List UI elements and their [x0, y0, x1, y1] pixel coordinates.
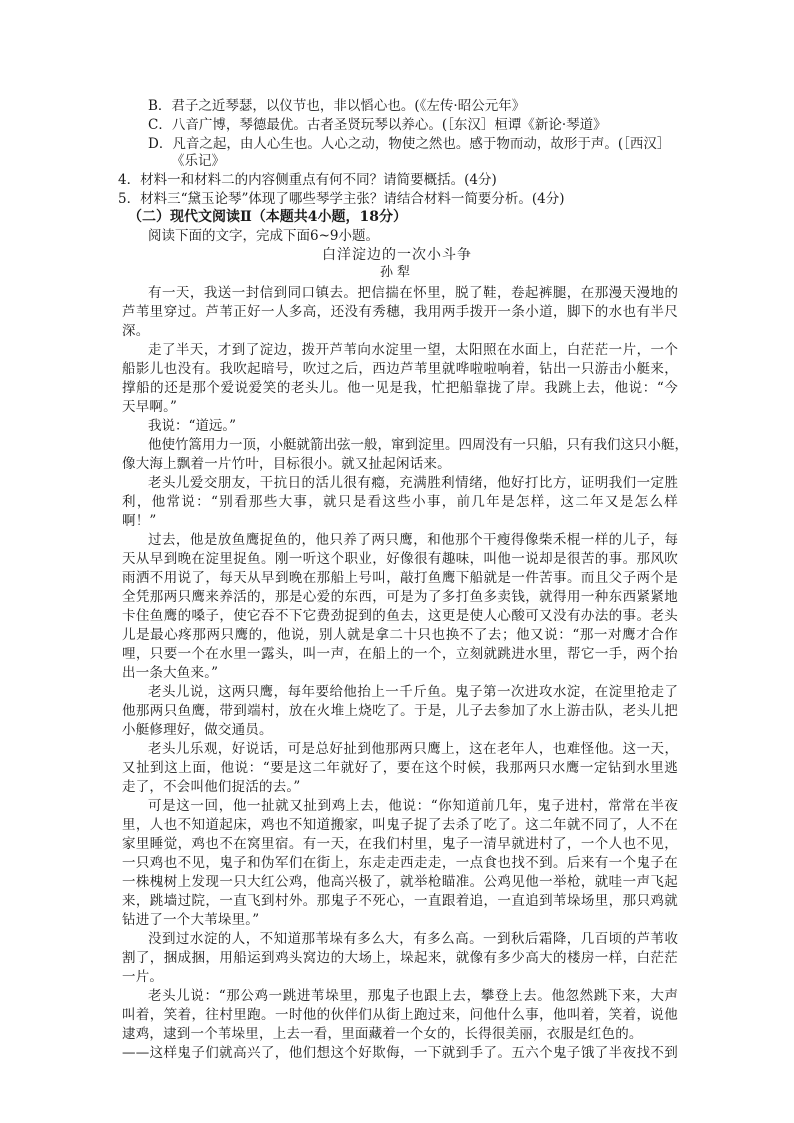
- article-line: 过去，他是放鱼鹰捉鱼的，他只养了两只鹰，和他那个干瘦得像柴禾棍一样的儿子，每: [148, 532, 678, 548]
- article-line: 芦苇里穿过。芦苇正好一人多高，还没有秀穗，我用两手拨开一条小道，脚下的水也有半尺: [122, 304, 678, 320]
- article-line: 来，跳墙过院，一直飞到村外。那鬼子不死心，一直跟着追，一直追到苇垛场里，那只鸡就: [122, 893, 678, 909]
- article-line: 卡住鱼鹰的嗓子，使它吞不下它费劲捉到的鱼去，这更是使人心酸可又没有办法的事。老头: [122, 608, 678, 624]
- article-line: 撑船的还是那个爱说爱笑的老头儿。他一见是我，忙把船靠拢了岸。我跳上去，他说：“今: [122, 380, 678, 396]
- article-line: 啊！”: [122, 513, 157, 529]
- article-line: 没到过水淀的人，不知道那苇垛有多么大，有多么高。一到秋后霜降，几百顷的芦苇收: [148, 931, 678, 947]
- question-4: 4．材料一和材料二的内容侧重点有何不同？请简要概括。(4分): [118, 172, 497, 188]
- article-line: 又扯到这上面，他说：“要是这二年就好了，要在这个时候，我那两只水鹰一定钻到水里逃: [122, 760, 678, 776]
- article-line: 逮鸡，逮到一个苇垛里，上去一看，里面藏着一个女的，长得很美丽，衣服是红色的。: [122, 1026, 643, 1042]
- article-line: 一株槐树上发现一只大红公鸡，他高兴极了，就举枪瞄准。公鸡见他一举枪，就哇一声飞起: [122, 874, 678, 890]
- article-line: 老头儿乐观，好说话，可是总好扯到他那两只鹰上，这在老年人，也难怪他。这一天，: [148, 741, 678, 757]
- option-d-line-1: D．凡音之起，由人心生也。人心之动，物使之然也。感于物而动，故形于声。(［西汉］: [148, 136, 671, 152]
- article-line: 里，人也不知道起床，鸡也不知道搬家，叫鬼子捉了去杀了吃了。这二年就不同了，人不在: [122, 817, 678, 833]
- article-line: 老头儿说，这两只鹰，每年要给他抬上一千斤鱼。鬼子第一次进攻水淀，在淀里抢走了: [148, 684, 678, 700]
- article-line: 他那两只鱼鹰，带到端村，放在火堆上烧吃了。于是，儿子去参加了水上游击队，老头儿把: [122, 703, 678, 719]
- article-line: 出一条大鱼来。”: [122, 665, 219, 681]
- article-line: 割了，捆成捆，用船运到鸡头窝边的大场上，垛起来，就像有多少高大的楼房一样，白茫茫: [122, 950, 678, 966]
- article-line: ——这样鬼子们就高兴了，他们想这个好欺侮，一下就到手了。五六个鬼子饿了半夜找不到: [122, 1045, 678, 1061]
- article-line: 叫着，笑着，往村里跑。一时他的伙伴们从街上跑过来，问他什么事，他叫着，笑着，说他: [122, 1007, 678, 1023]
- article-line: 小艇修理好，做交通员。: [122, 722, 273, 738]
- article-line: 钻进了一个大苇垛里。”: [122, 912, 260, 928]
- article-line: 利，他常说：“别看那些大事，就只是看这些小事，前几年是怎样，这二年又是怎么样: [122, 494, 678, 510]
- article-line: 哩，只要一个在水里一露头，叫一声，在船上的一个，立刻就跳进水里，帮它一手，两个抬: [122, 646, 678, 662]
- section-instruction: 阅读下面的文字，完成下面6~9小题。: [148, 228, 379, 244]
- option-b: B．君子之近琴瑟，以仪节也，非以慆心也。(《左传·昭公元年》: [148, 98, 526, 114]
- article-line: 可是这一回，他一扯就又扯到鸡上去，他说：“你知道前几年，鬼子进村，常常在半夜: [148, 798, 678, 814]
- option-d-line-2: 《乐记》: [171, 153, 225, 169]
- question-5: 5．材料三“黛玉论琴”体现了哪些琴学主张？请结合材料一简要分析。(4分): [118, 191, 565, 207]
- article-line: 天早啊。”: [122, 399, 178, 415]
- article-title: 白洋淀边的一次小斗争: [322, 247, 472, 263]
- article-line: 走了半天，才到了淀边，拨开芦苇向水淀里一望，太阳照在水面上，白茫茫一片，一个: [148, 342, 678, 358]
- article-line: 有一天，我送一封信到同口镇去。把信揣在怀里，脱了鞋，卷起裤腿，在那漫天漫地的: [148, 285, 678, 301]
- article-line: 一只鸡也不见，鬼子和伪军们在街上，东走走西走走，一点食也找不到。后来有一个鬼子在: [122, 855, 678, 871]
- article-line: 天从早到晚在淀里捉鱼。刚一听这个职业，好像很有趣味，叫他一说却是很苦的事。那风吹: [122, 551, 678, 567]
- article-line: 深。: [122, 323, 150, 339]
- article-line: 一片。: [122, 969, 164, 985]
- article-line: 走了，不会叫他们捉活的去。”: [122, 779, 301, 795]
- article-line: 雨洒不用说了，每天从早到晚在那船上号叫，敲打鱼鹰下船就是一件苦事。而且父子两个是: [122, 570, 678, 586]
- section-heading: （二）现代文阅读Ⅱ（本题共4小题，18分）: [128, 209, 408, 225]
- option-c: C．八音广博，琴德最优。古者圣贤玩琴以养心。(［东汉］桓谭《新论·琴道》: [148, 117, 607, 133]
- article-line: 老头儿说：“那公鸡一跳进苇垛里，那鬼子也跟上去，攀登上去。他忽然跳下来，大声: [148, 988, 678, 1004]
- article-line: 家里睡觉，鸡也不在窝里宿。有一天，在我们村里，鬼子一清早就进村了，一个人也不见，: [122, 836, 678, 852]
- article-line: 船影儿也没有。我吹起暗号，吹过之后，西边芦苇里就哗啦啦响着，钻出一只游击小艇来，: [122, 361, 678, 377]
- article-line: 老头儿爱交朋友，干抗日的活儿很有瘾，充满胜利情绪，他好打比方，证明我们一定胜: [148, 475, 678, 491]
- article-line: 他使竹篙用力一顶，小艇就箭出弦一般，窜到淀里。四周没有一只船，只有我们这只小艇，: [148, 437, 688, 453]
- article-line: 儿是最心疼那两只鹰的，他说，别人就是拿二十只也换不了去；他又说：“那一对鹰才合作: [122, 627, 678, 643]
- article-author: 孙犁: [379, 265, 414, 280]
- article-line: 全凭那两只鹰来养活的，那是心爱的东西，可是为了多打鱼多卖钱，就得用一种东西紧紧地: [122, 589, 678, 605]
- article-line: 我说：“道远。”: [148, 418, 237, 434]
- article-line: 像大海上飘着一片竹叶，目标很小。就又扯起闲话来。: [122, 456, 451, 472]
